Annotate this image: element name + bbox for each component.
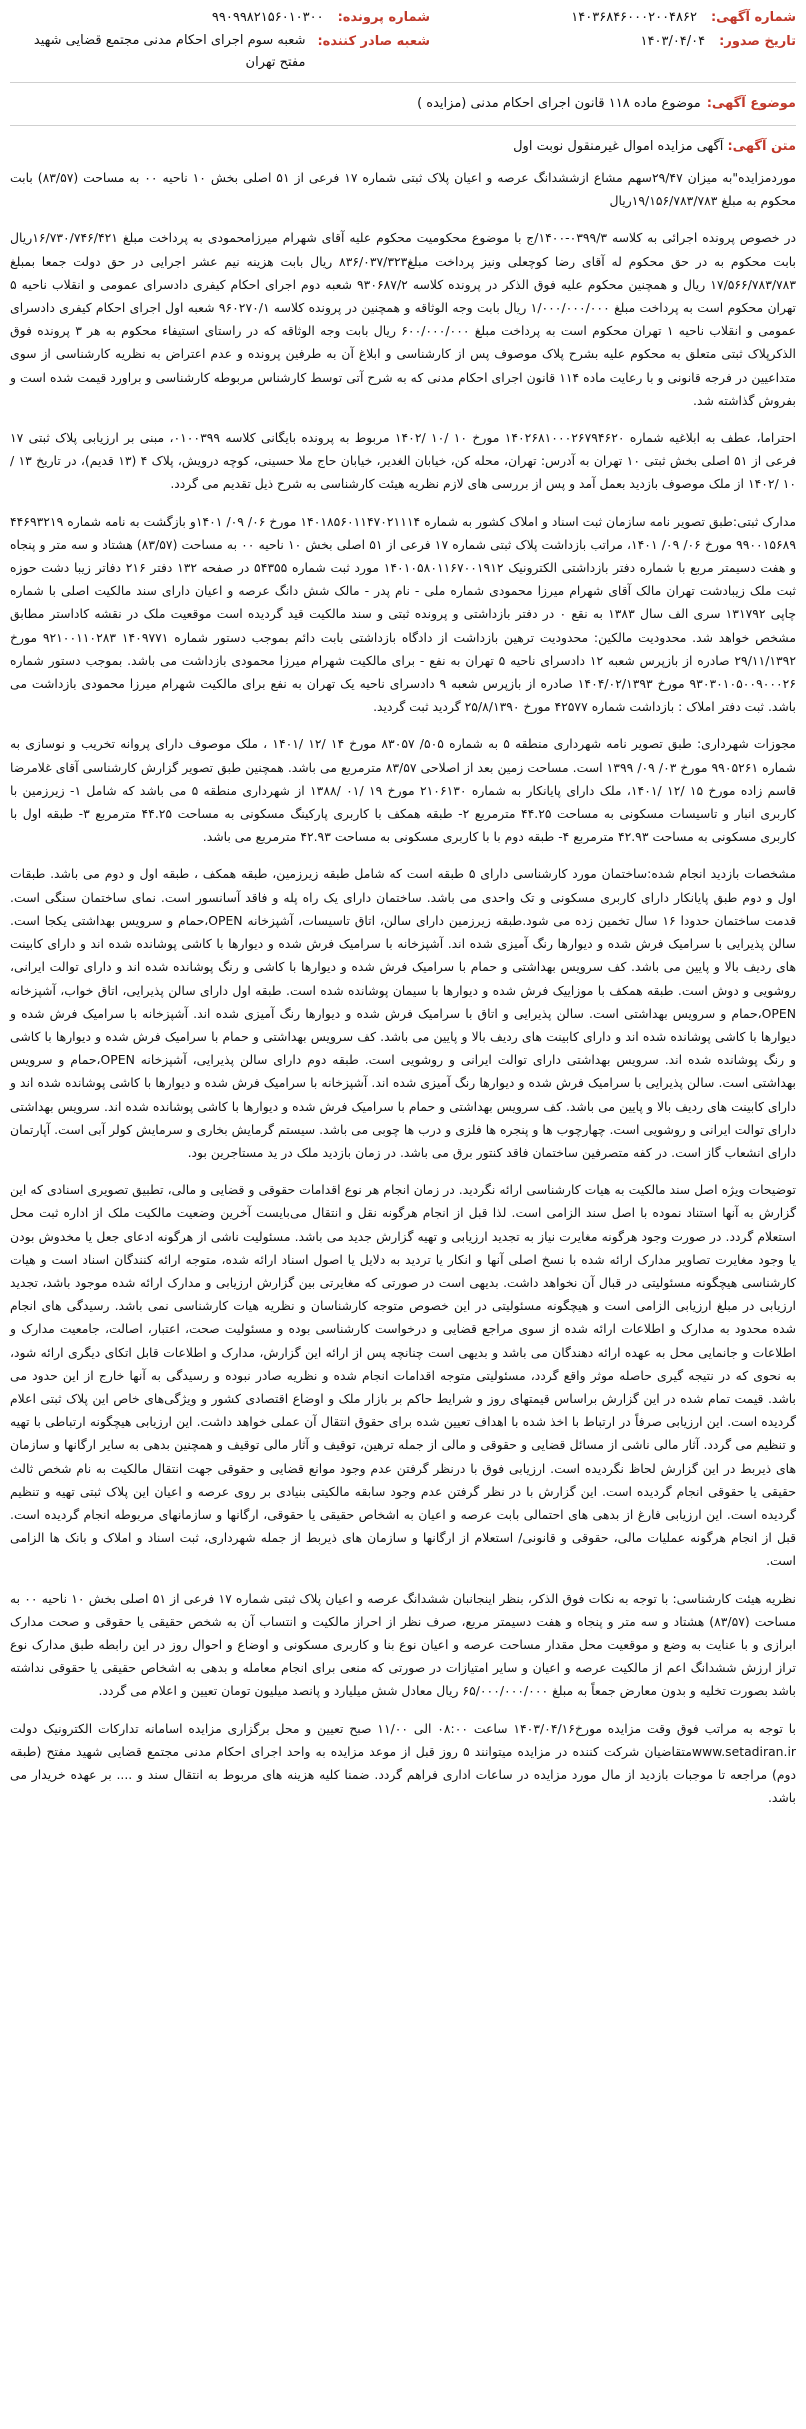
paragraph-registration-documents: مدارک ثبتی:طبق تصویر نامه سازمان ثبت اسناد و املاک کشور به شماره ۱۴۰۱۸۵۶۰۱۱۴۷۰۲۱۱۱۴ مورخ ۰۶/ ۰۹/ ۱۴۰۱و بازگشت به نامه شماره ۴۴۶۹۳۲۱۹ ۹۹۰۰۱۵۶۸۹ مورخ ۰۶/ ۰۹/ ۱۴۰۱، مراتب بازداشت پلاک ثبتی شماره ۱۷ فرعی از ۵۱ اصلی بخش ۱۰ ناحیه ۰۰ به مساحت (۸۳/۵۷) هشتاد و سه متر و پنجاه و هفت دسیمتر مربع با شماره دفتر بازداشتی الکترونیک ۱۴۰۱۰۵۸۰۱۱۶۷۰۰۱۹۱۲ مورد ثبت شماره ۵۴۳۵۵ در صفحه ۱۳۲ دفتر ۲۱۶ دفاتر زیبا دشت حوزه ثبت ملک زیبادشت تهران مالک آقای شهرام میرزا محمودی شماره ملی - نام پدر - مالک شش دانگ عرصه و اعیان دارای سند مالکیت اصلی با شماره چاپی ۱۳۱۷۹۲ سری الف سال ۱۳۸۳ به نقع ۰ در دفتر بازداشتی و پرونده ثبتی و سند مالکیت قید گردیده است موقعیت ملک در نقشه کاداستر مطابق مشخص خواهد شد. محدودیت مالکین: محدودیت ترهین بازداشت از دادگاه بازداشتی بابت دائم بموجب دستور شماره ۱۴۰۹۷۷۱ ۹۲۱۰۰۱۱۰۲۸۳ مورخ ۲۹/۱۱/۱۳۹۲ صادره از بازپرس شعبه ۱۲ دادسرای ناحیه ۵ تهران به نفع - برای مالکیت شهرام میرزا محمودی بازداشت می باشد. بموجب دستور شماره ۹۳۰۳۰۱۰۵۰۰۹۰۰۰۲۶ مورخ ۱۴۰۴/۰۲/۱۳۹۳ صادره از بازپرس شعبه ۹ دادسرای ناحیه یک تهران به نفع برای مالکیت شهرام میرزا محمودی بازداشت می باشد. ثبت دفتر املاک : بازداشت شماره ۴۲۵۷۷ مورخ ۲۵/۸/۱۳۹۰ گردید ثبت گردید. [10,513,797,715]
paragraph-auction-schedule: با توجه به مراتب فوق وقت مزایده مورخ۱۴۰۳/۰۴/۱۶ ساعت ۰۸:۰۰ الی ۱۱/۰۰ صبح تعیین و محل برگزاری مزایده اسامانه تدارکات الکترونیک دولت www.setadiran.irمتقاضیان شرکت کننده در مزایده میتوانند ۵ روز قبل از موعد مزایده به واحد اجرای احکام مدنی مجتمع قضایی شهید مفتح (طبقه دوم) مراجعه تا موجبات بازدید از مال مورد مزایده در ساعات اداری فراهم گردد. ضمنا کلیه هزینه های مربوط به انتقال سند و .... بر عهده خریدار می باشد. [10,1720,796,1806]
paragraph-municipal-permits: مجوزات شهرداری: طبق تصویر نامه شهرداری منطقه ۵ به شماره ۵۰۵/ ۸۳۰۵۷ مورخ ۱۴ /۱۲ /۱۴۰۱ ، ملک موصوف دارای پروانه تخریب و نوسازی به شماره ۹۹۰۵۲۶۱ مورخ ۰۳/ ۰۹/ ۱۳۹۹ است. مساحت زمین بعد از اصلاحی ۸۳/۵۷ مترمربع می باشد. همچنین طبق تصویر گزارش کارشناسی آقای غلامرضا قاسم زاده مورخ ۱۵ /۱۲ /۱۴۰۱، ملک دارای پایانکار به شماره ۲۱۰۶۱۳۰ مورخ ۱۹ /۰۱ /۱۳۸۸ از شهرداری منطقه ۵ می باشد که شامل ۱- زیرزمین با کاربری انبار و تاسیسات مسکونی به مساحت ۴۴.۲۵ مترمربع ۲- طبقه همکف با کاربری پارکینگ مسکونی به مساحت ۴۴.۲۵ مترمربع ۳- طبقه اول با کاربری مسکونی به مساحت ۴۲.۹۳ مترمربع ۴- طبقه دوم با با کاربری مسکونی به مساحت ۴۲.۹۳ مترمربع می باشد. [10,736,796,845]
subject-line [10,91,796,117]
file-number-row [10,6,430,30]
header-divider [10,82,796,83]
paragraph-expert-opinion: نظریه هیئت کارشناسی: با توجه به نکات فوق الذکر، بنظر اینجانبان ششدانگ عرصه و اعیان پلاک ثبتی شماره ۱۷ فرعی از ۵۱ اصلی بخش ۱۰ ناحیه ۰۰ به مساحت (۸۳/۵۷) هشتاد و سه متر و پنجاه و هفت دسیمتر مربع، صرف نظر از احراز مالکیت و انتساب آن به شخص حقیقی یا حقوقی و صحت مدارک ابرازی و با عنایت به وضع و موقعیت محل مقدار مساحت عرصه و اعیان نوع بنا و کاربری مسکونی و اوضاع و احوال روز در این رابطه طبق مدارک نوع تراز ارزش ششدانگ اعم از مالکیت عرصه و اعیان و سایر امتیازات در صورتی که منعی برای انجام معامله و بدهی به اشخاص حقیقی یا حقوقی نداشته باشد بصورت تخلیه و بدون معارض جمعاً به مبلغ ۶۵/۰۰۰/۰۰۰/۰۰۰ ریال معادل شش میلیارد و پانصد میلیون تومان تعیین و اعلام می گردد. [10,1590,797,1699]
issue-date-label: تاریخ صدور: [719,34,796,49]
subject-divider [10,125,796,126]
notice-header [10,6,796,74]
subject-value: موضوع ماده ۱۱۸ قانون اجرای احکام مدنی (مزایده ) [417,96,701,111]
issuer-value: شعبه سوم اجرای احکام مدنی مجتمع قضایی شهید مفتح تهران [33,33,306,70]
body-title-label: متن آگهی: [727,139,796,154]
issue-date-row [436,30,796,54]
issuer-label: شعبه صادر کننده: [317,34,430,49]
paragraph-auction-item: موردمزایده"به میزان ۲۹/۴۷سهم مشاع ازششدانگ عرصه و اعیان پلاک ثبتی شماره ۱۷ فرعی از ۵۱ اصلی بخش ۱۰ ناحیه ۰۰ به مساحت (۸۳/۵۷) بابت محکوم به مبلغ ۱۹/۱۵۶/۷۸۳/۷۸۳ریال [10,170,796,209]
paragraph-inspection-details: مشخصات بازدید انجام شده:ساختمان مورد کارشناسی دارای ۵ طبقه است که شامل طبقه زیرزمین، طبقه همکف ، طبقه اول و دوم می باشد. طبقات اول و دوم طبق پایانکار دارای کاربری مسکونی و تک واحدی می باشد. ساختمان دارای یک راه پله و فاقد آسانسور است. نمای ساختمان سنگی است. قدمت ساختمان حدودا ۱۶ سال تخمین زده می شود.طبقه زیرزمین دارای سالن، اتاق تاسیسات، آشپزخانه OPEN،حمام و سرویس بهداشتی یکجا است. سالن پذیرایی با سرامیک فرش شده و دیوارها رنگ آمیزی شده اند. آشپزخانه با سرامیک فرش شده و دیوارها با کاشی پوشانده شده اند و دارای کابینت های ردیف بالا و پایین می باشد. کف سرویس بهداشتی و حمام با سرامیک فرش شده و دیوارها با کاشی و رنگ پوشانده شده اند و دارای توالت ایرانی، روشویی و دوش است. طبقه همکف با موزاییک فرش شده و دیوارها با سیمان پوشانده شده است. طبقه اول دارای سالن پذیرایی، اتاق خواب، آشپزخانه OPEN،حمام و سرویس بهداشتی است. سالن پذیرایی و اتاق با سرامیک فرش شده و دیوارها رنگ آمیزی شده اند. آشپزخانه با سرامیک فرش شده و دیوارها با کاشی پوشانده شده اند و دارای کابینت های ردیف بالا و پایین می باشد. کف سرویس بهداشتی و حمام با سرامیک فرش شده و دیوارها با کاشی و رنگ پوشانده شده اند. سرویس بهداشتی دارای توالت ایرانی و روشویی است. طبقه دوم دارای سالن پذیرایی، آشپزخانه OPEN،حمام و سرویس بهداشتی است. سالن پذیرایی با سرامیک فرش شده و دیوارها رنگ آمیزی شده اند. آشپزخانه با سرامیک فرش شده و دیوارها با کاشی پوشانده شده اند و دارای کابینت های ردیف بالا و پایین می باشد. کف سرویس بهداشتی و حمام با سرامیک فرش شده و دیوارها با کاشی پوشانده شده اند. سرویس بهداشتی دارای توالت ایرانی و روشویی است. چهارچوب ها و پنجره ها فلزی و درب ها چوبی می باشد. سیستم گرمایش بخاری و سرمایش کولر آبی است. آپارتمان دارای انشعاب گاز است. در کفه متصرفین ساختمان فاقد کنتور برق می باشد. در زمان بازدید ملک در ید مستاجرین بود. [10,866,797,1160]
body-title [10,134,796,160]
file-number-value: ۹۹۰۹۹۸۲۱۵۶۰۱۰۳۰۰ [211,10,324,25]
subject-label: موضوع آگهی: [706,96,796,111]
paragraph-inspection-intro: احتراما، عطف به ابلاغیه شماره ۱۴۰۲۶۸۱۰۰۰۲۶۷۹۴۶۲۰ مورخ ۱۰ /۱۰ /۱۴۰۲ مربوط به پرونده بایگانی کلاسه ۰۱۰۰۳۹۹، مبنی بر ارزیابی پلاک ثبتی ۱۷ فرعی از ۵۱ اصلی بخش ثبتی ۱۰ تهران به آدرس: تهران، محله کن، خیابان الغدیر، خیابان حاج ملا حسینی، کوچه درویش، پلاک ۴ (۱۳ قدیم)، در تاریخ ۱۳ /۱۰ /۱۴۰۲ از ملک موصوف بازدید بعمل آمد و پس از بررسی های لازم نظریه هیئت کارشناسی به شرح ذیل تقدیم می گردد. [10,430,796,492]
issuer-row [10,30,430,74]
header-right-column [436,6,796,74]
issue-date-value: ۱۴۰۳/۰۴/۰۴ [640,34,706,49]
ad-number-label: شماره آگهی: [710,10,796,25]
paragraph-special-notes: توضیحات ویژه اصل سند مالکیت به هیات کارشناسی ارائه نگردید. در زمان انجام هر نوع اقدامات حقوقی و قضایی و مالی، تطبیق تصویری اسنادی که این گزارش به آنها استناد نموده با اصل سند الزامی است. لذا قبل از انجام هرگونه نقل و انتقال می‌بایست آخرین وضعیت مالکیت ملک از اداره ثبت محل استعلام گردد. در صورت وجود هرگونه مغایرت نیاز به تجدید ارزیابی و تهیه گزارش جدید می باشد. مسئولیت ناشی از هرگونه ادعای جعل یا مخدوش بودن یا وجود مغایرت تصاویر مدارک ارائه شده با نسخ اصلی آنها و انکار یا تردید به دلایل یا اصول اسناد ارائه شده، متوجه ارائه کنندگان اسناد است و هیات کارشناسی هیچگونه مسئولیتی در قبال آن نخواهد داشت. بدیهی است در صورتی که مغایرتی بین گزارش ارزیابی و مدارک ارائه شده موجود باشد، تجدید ارزیابی در مبلغ ارزیابی الزامی است و هیچگونه مسئولیتی در این خصوص متوجه کارشناسان و نظریه هیات کارشناسی نمی باشد. رسیدگی های انجام شده محدود به مدارک و اطلاعات ارائه شده از سوی مراجع قضایی و درخواست کارشناسی بوده و مسئولیت صحت، اعتبار، اصالت، جامعیت مدارک و اطلاعات و جانمایی محل به عهده ارائه دهندگان می باشد و بدیهی است چنانچه پس از ارائه این گزارش، مدارک و اطلاعات قابل اتکای دیگری ارائه شود، به نحوی که در نتیجه گیری حاصله موثر واقع گردد، مسئولیتی متوجه اقدامات انجام شده و نظریه صادر نبوده و رسیدگی به آنها خارج از این حدود می باشد. قیمت تمام شده در این گزارش براساس قیمتهای روز و شرایط حاکم بر بازار ملک و اوضاع اقتصادی کشور و ویژگی‌های خاص این پلاک ثبتی اعلام گردیده است. این ارزیابی صرفاً در ارتباط با اخذ شده با اهداف تعیین شده برای حقوق انتقال آن عملی خواهد داشت. این ارزیابی هیچگونه ارتباطی با تهیه و تنظیم می گردد. آثار مالی ناشی از مسائل قضایی و حقوقی و مالی از جمله ترهین، توقیف و آثار مالی توقیف و همچنین بدهی به سایر ارگانها و سازمان های ذیربط در این گزارش لحاظ نگردیده است. ارزیابی فوق با درنظر گرفتن عدم وجود موانع قضایی و حقوقی جهت انتقال مالکیت به نام شخص ثالث حقیقی یا حقوقی انجام گردیده است. این گزارش با در نظر گرفتن عدم وجود سابقه مالکیتی بنیادی بر روی عرصه و اعیان این پلاک ثبتی تهیه و تنظیم گردیده است. این ارزیابی فارغ از بدهی های احتمالی بابت عرصه و اعیان به اشخاص حقیقی یا حقوقی، ارگانها و سازمانهای مربوطه انجام گردیده است. قبل از انجام هرگونه عملیات مالی، حقوقی و قانونی/ استعلام از ارگانها و سازمان های ذیربط از جمله شهرداری، ثبت اسناد و املاک و بانک ها الزامی است. [10,1182,796,1569]
file-number-label: شماره پرونده: [337,10,430,25]
paragraph-case-details: در خصوص پرونده اجرائی به کلاسه ۰۳۹۹/۳-۱۴۰۰/ج با موضوع محکومیت محکوم علیه آقای شهرام میرزامحمودی به پرداخت مبلغ ۱۶/۷۳۰/۷۴۶/۴۲۱ریال بابت محکوم به در حق محکوم له آقای رضا کوچعلی ونیز پرداخت مبلغ۸۳۶/۰۳۷/۳۲۳ ریال بابت هزینه نیم عشر اجرایی در حق دولت جمعا بمبلغ ۱۷/۵۶۶/۷۸۳/۷۸۳ ریال و همچنین محکوم علیه فوق الذکر در پرونده کلاسه ۹۳۰۶۸۷/۲ شعبه دوم اجرای احکام کیفری دادسرای عمومی و انقلاب ناحیه ۵ تهران محکوم است به پرداخت مبلغ ۱/۰۰۰/۰۰۰/۰۰۰ ریال بابت وجه الوثاقه و همچنین در پرونده کلاسه ۹۶۰۲۷۰/۱ شعبه اول اجرای احکام کیفری دادسرای عمومی و انقلاب ناحیه ۱ تهران محکوم است به پرداخت مبلغ ۶۰۰/۰۰۰/۰۰۰ ریال بابت وجه الوثاقه که در راستای استیفاء محکوم به هر ۳ پرونده فوق الذکرپلاک ثبتی متعلق به محکوم علیه بشرح پلاک موصوف پس از کارشناسی و ابلاغ آن به طرفین پرونده و عدم اعتراض به نظریه کارشناسی از سوی متداعیین در فرجه قانونی و با رعایت ماده ۱۱۴ قانون اجرای احکام مدنی که به شرح آتی توسط کارشناس مربوطه کارشناسی و براورد قیمت شده است و بفروش گذاشته شد. [10,230,796,408]
ad-number-value: ۱۴۰۳۶۸۴۶۰۰۰۲۰۰۴۸۶۲ [571,10,697,25]
header-left-column [10,6,430,74]
body-title-value: آگهی مزایده اموال غیرمنقول نوبت اول [513,139,724,154]
ad-number-row [436,6,796,30]
